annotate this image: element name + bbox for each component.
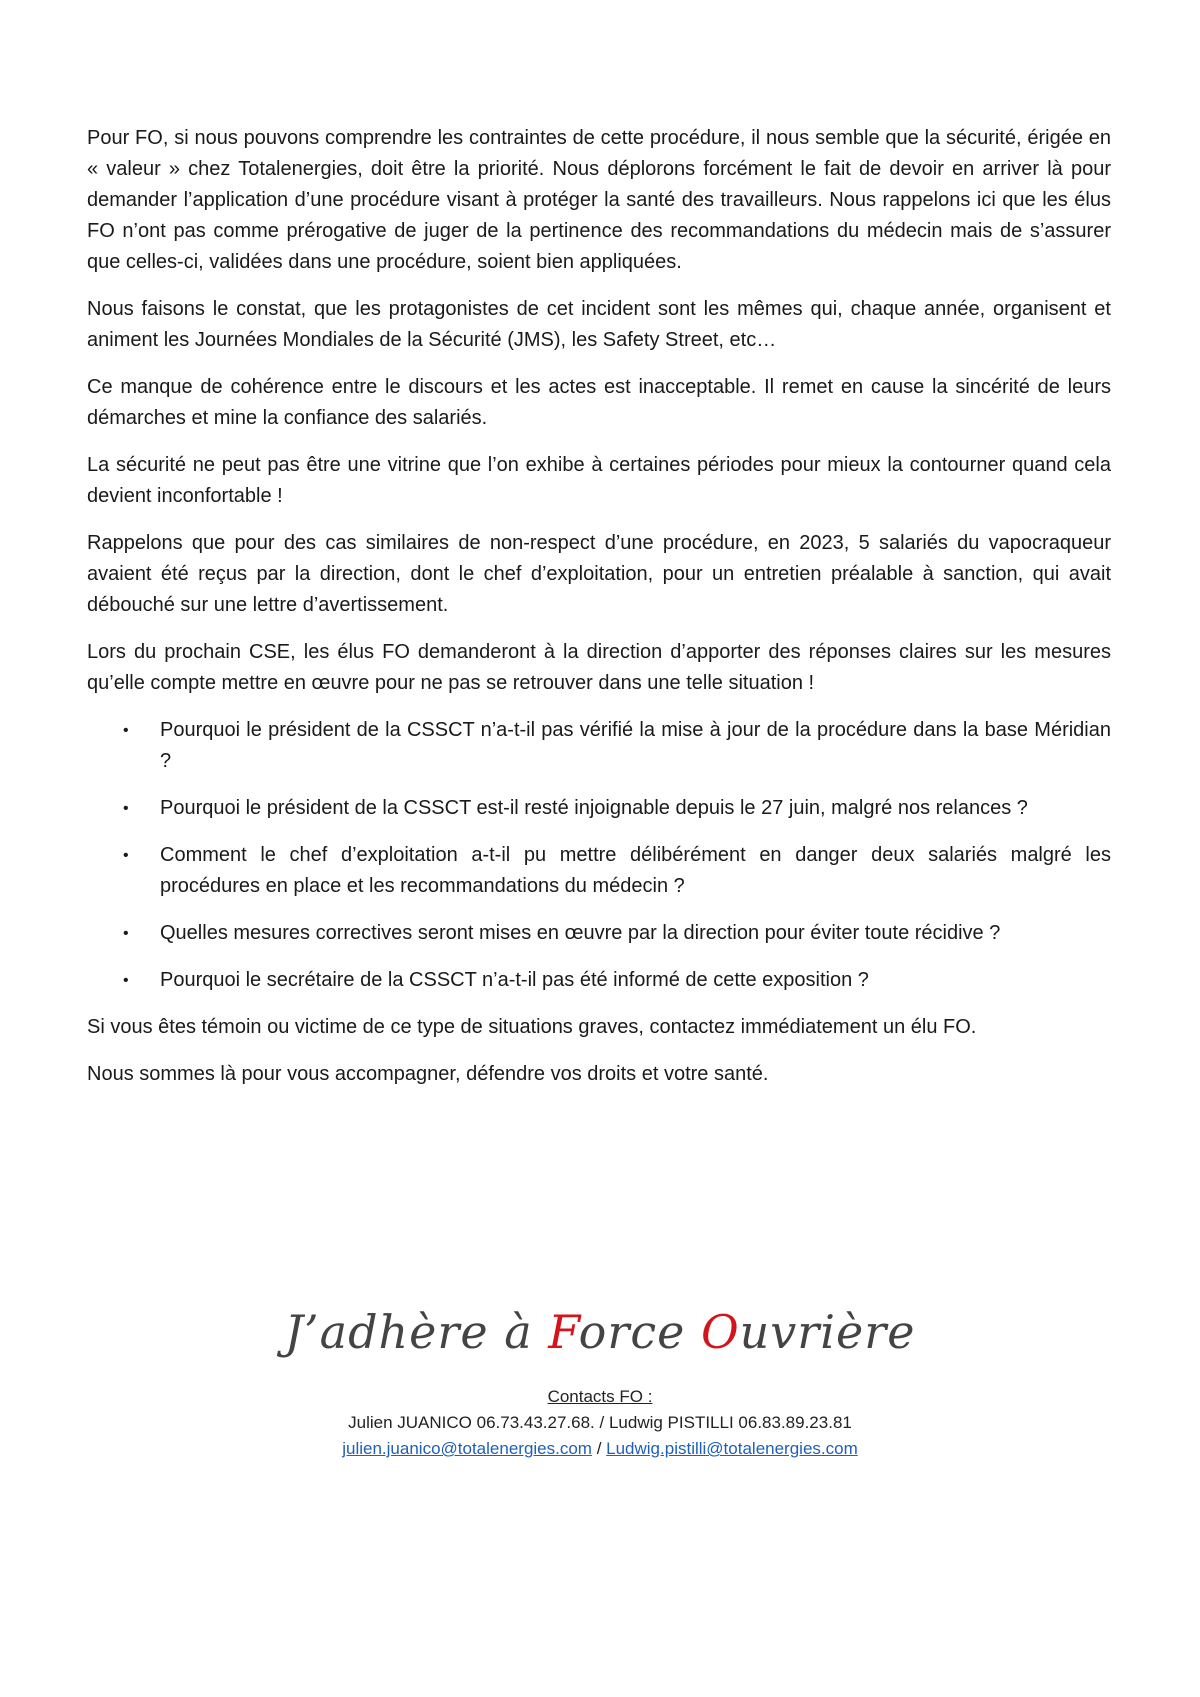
paragraph-call-to-action: Si vous êtes témoin ou victime de ce type de situations graves, contactez immédiatement un élu FO.	[87, 1016, 977, 1038]
bullet-icon: •	[123, 722, 129, 739]
document-body	[87, 123, 1111, 1106]
slogan-part-2: orce	[578, 1305, 701, 1359]
list-item	[87, 965, 1111, 996]
slogan-logo	[0, 1305, 1200, 1359]
bullet-icon: •	[123, 847, 129, 864]
slogan-part-1: J’adhère à	[284, 1305, 549, 1359]
question-text: Comment le chef d’exploitation a-t-il pu mettre délibérément en danger deux salariés malgré les procédures en place et les recommandations du médecin ?	[160, 844, 1111, 897]
paragraph-coherence: Ce manque de cohérence entre le discours et les actes est inacceptable. Il remet en cause la sincérité de leurs démarches et mine la confiance des salariés.	[87, 376, 1111, 429]
paragraph-protagonists: Nous faisons le constat, que les protagonistes de cet incident sont les mêmes qui, chaque année, organisent et animent les Journées Mondiales de la Sécurité (JMS), les Safety Street, etc…	[87, 298, 1111, 351]
email-link-juanico[interactable]: julien.juanico@totalenergies.com	[342, 1439, 592, 1458]
question-text: Quelles mesures correctives seront mises en œuvre par la direction pour éviter toute récidive ?	[160, 922, 1001, 944]
list-item	[87, 715, 1111, 777]
contacts-block	[0, 1384, 1200, 1462]
question-text: Pourquoi le président de la CSSCT n’a-t-il pas vérifié la mise à jour de la procédure dans la base Méridian ?	[160, 719, 1111, 772]
list-item	[87, 918, 1111, 949]
questions-list	[87, 715, 1111, 996]
list-item	[87, 793, 1111, 824]
question-text: Pourquoi le président de la CSSCT est-il resté injoignable depuis le 27 juin, malgré nos relances ?	[160, 797, 1028, 819]
paragraph-showcase: La sécurité ne peut pas être une vitrine que l’on exhibe à certaines périodes pour mieux la contourner quand cela devient inconfortable !	[87, 454, 1111, 507]
list-item	[87, 840, 1111, 902]
email-separator: /	[591, 1439, 607, 1458]
slogan-part-3: uvrière	[739, 1305, 916, 1359]
bullet-icon: •	[123, 800, 129, 817]
paragraph-next-cse: Lors du prochain CSE, les élus FO demanderont à la direction d’apporter des réponses claires sur les mesures qu’elle compte mettre en œuvre pour ne pas se retrouver dans une telle situation !	[87, 641, 1111, 694]
slogan-letter-o: O	[700, 1305, 740, 1359]
paragraph-precedent-2023: Rappelons que pour des cas similaires de non-respect d’une procédure, en 2023, 5 salariés du vapocraqueur avaient été reçus par la direction, dont le chef d’exploitation, pour un entretien préalable à sanction, qui avait débouché sur une lettre d’avertissement.	[87, 532, 1111, 616]
slogan-letter-f: F	[548, 1305, 579, 1359]
contacts-emails	[0, 1436, 1200, 1462]
bullet-icon: •	[123, 925, 129, 942]
paragraph-priority-safety: Pour FO, si nous pouvons comprendre les contraintes de cette procédure, il nous semble que la sécurité, érigée en « valeur » chez Totalenergies, doit être la priorité. Nous déplorons forcément le fait de devoir en arriver là pour demander l’application d’une procédure visant à protéger la santé des travailleurs. Nous rappelons ici que les élus FO n’ont pas comme prérogative de juger de la pertinence des recommandations du médecin mais de s’assurer que celles-ci, validées dans une procédure, soient bien appliquées.	[87, 127, 1111, 273]
paragraph-closing: Nous sommes là pour vous accompagner, défendre vos droits et votre santé.	[87, 1063, 769, 1085]
contacts-phones: Julien JUANICO 06.73.43.27.68. / Ludwig PISTILLI 06.83.89.23.81	[348, 1413, 852, 1432]
email-link-pistilli[interactable]: Ludwig.pistilli@totalenergies.com	[606, 1439, 858, 1458]
bullet-icon: •	[123, 972, 129, 989]
contacts-heading: Contacts FO :	[547, 1387, 653, 1406]
question-text: Pourquoi le secrétaire de la CSSCT n’a-t-il pas été informé de cette exposition ?	[160, 969, 869, 991]
